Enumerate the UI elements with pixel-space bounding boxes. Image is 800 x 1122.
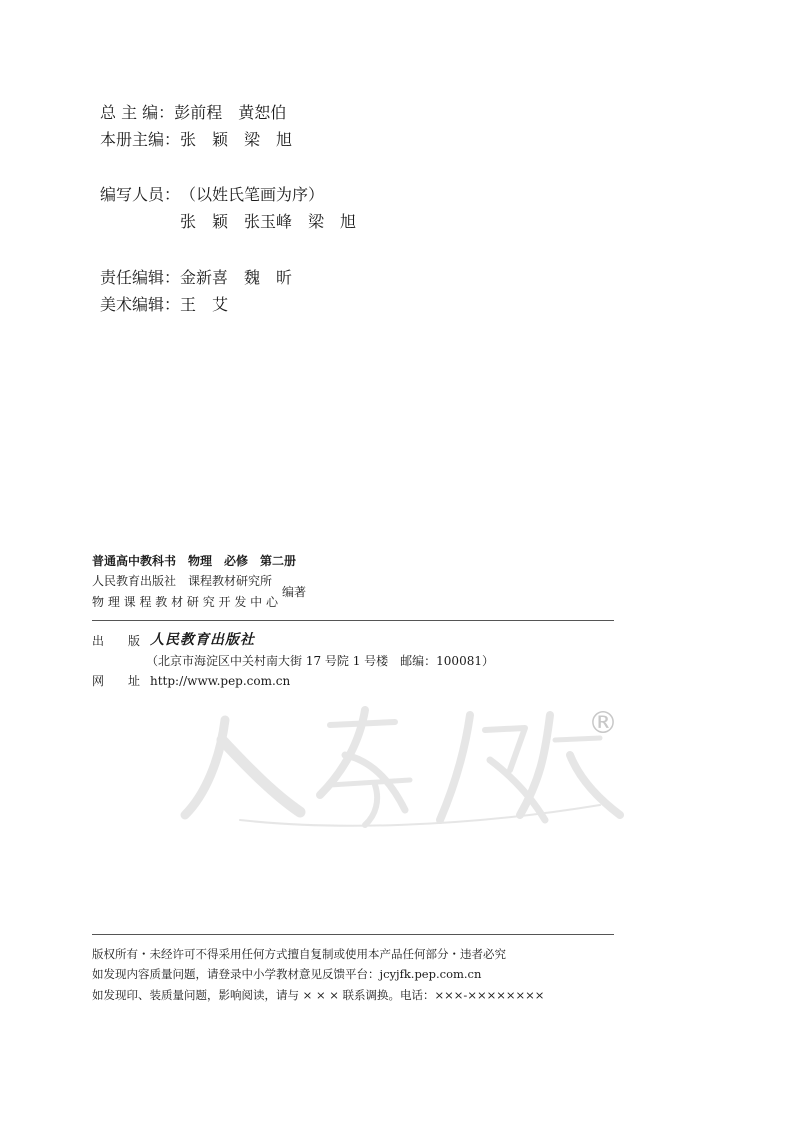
divider-bottom xyxy=(92,934,614,935)
writers-names: 张 颖 张玉峰 梁 旭 xyxy=(180,212,357,231)
book-title: 普通高中教科书 物理 必修 第二册 xyxy=(92,554,297,568)
responsible-editor-label: 责任编辑： xyxy=(100,268,181,287)
author-line-1: 人民教育出版社 课程教材研究所 xyxy=(92,574,273,588)
author-line-2: 物 理 课 程 教 材 研 究 开 发 中 心 xyxy=(92,595,278,609)
publisher-watermark-logo xyxy=(180,700,630,840)
registered-mark: ® xyxy=(588,706,618,741)
web-label: 网 址 xyxy=(92,674,141,688)
volume-editor-value: 张 颖 梁 旭 xyxy=(180,130,293,149)
print-quality-notice: 如发现印、装质量问题，影响阅读，请与 × × × 联系调换。电话：×××-×××××××× xyxy=(92,988,545,1002)
web-link[interactable]: http://www.pep.com.cn xyxy=(150,674,291,688)
publisher-address: （北京市海淀区中关村南大街 17 号院 1 号楼 邮编：100081） xyxy=(146,654,494,668)
volume-editor-line xyxy=(100,130,292,150)
publisher-logo: 人民教育出版社 xyxy=(150,632,255,648)
writers-label: 编写人员： xyxy=(100,185,181,204)
writers-line xyxy=(100,185,324,205)
responsible-editor-value: 金新喜 魏 昕 xyxy=(180,268,293,287)
copyright-notice: 版权所有・未经许可不得采用任何方式擅自复制或使用本产品任何部分・违者必究 xyxy=(92,947,506,961)
art-editor-line xyxy=(100,295,228,315)
chief-editor-label: 总 主 编： xyxy=(100,103,175,122)
art-editor-label: 美术编辑： xyxy=(100,295,181,314)
responsible-editor-line xyxy=(100,268,292,288)
chief-editor-value: 彭前程 黄恕伯 xyxy=(174,103,287,122)
writers-note: （以姓氏笔画为序） xyxy=(180,185,325,204)
art-editor-value: 王 艾 xyxy=(180,295,229,314)
author-role: 编著 xyxy=(282,585,307,599)
chief-editor-line xyxy=(100,103,286,123)
divider-top xyxy=(92,620,614,621)
volume-editor-label: 本册主编： xyxy=(100,130,181,149)
content-feedback-notice: 如发现内容质量问题，请登录中小学教材意见反馈平台：jcyjfk.pep.com.cn xyxy=(92,967,482,981)
publisher-label: 出 版 xyxy=(92,634,141,648)
